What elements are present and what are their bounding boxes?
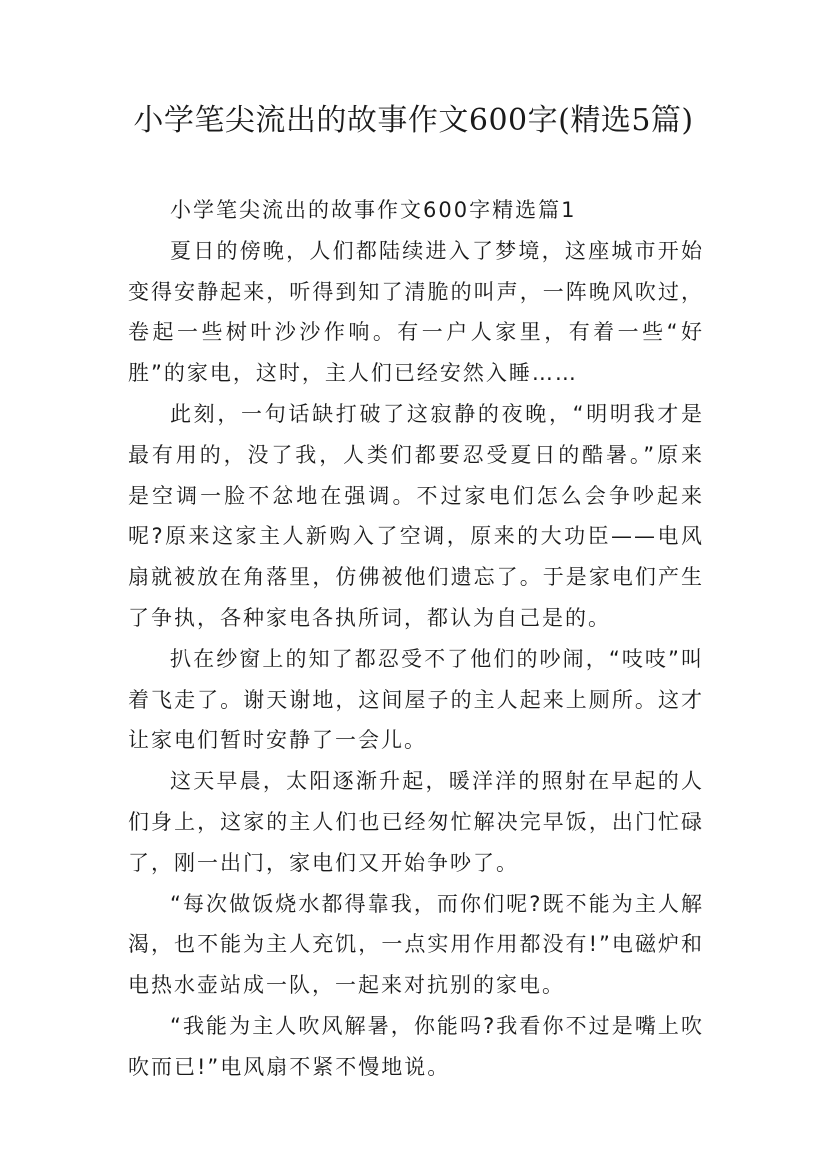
paragraph: 此刻，一句话缺打破了这寂静的夜晚，“明明我才是最有用的，没了我，人类们都要忍受夏日的酷暑。”原来是空调一脸不忿地在强调。不过家电们怎么会争吵起来呢?原来这家主人新购入了空调，原来的大功臣——电风扇就被放在角落里，仿佛被他们遗忘了。于是家电们产生了争执，各种家电各执所词，都认为自己是的。 (128, 401, 704, 630)
paragraph: 扒在纱窗上的知了都忍受不了他们的吵闹，“吱吱”叫着飞走了。谢天谢地，这间屋子的主人起来上厕所。这才让家电们暂时安静了一会儿。 (128, 646, 704, 753)
paragraph: 夏日的傍晚，人们都陆续进入了梦境，这座城市开始变得安静起来，听得到知了清脆的叫声，一阵晚风吹过，卷起一些树叶沙沙作响。有一户人家里，有着一些“好胜”的家电，这时，主人们已经安然入睡…… (128, 238, 704, 386)
document-body (128, 190, 704, 1088)
paragraph: “每次做饭烧水都得靠我，而你们呢?既不能为主人解渴，也不能为主人充饥，一点实用作用都没有!”电磁炉和电热水壶站成一队，一起来对抗别的家电。 (128, 891, 704, 998)
section-heading: 小学笔尖流出的故事作文600字精选篇1 (170, 198, 577, 222)
paragraph: 这天早晨，太阳逐渐升起，暖洋洋的照射在早起的人们身上，这家的主人们也已经匆忙解决完早饭，出门忙碌了，刚一出门，家电们又开始争吵了。 (128, 769, 704, 875)
document-title: 小学笔尖流出的故事作文600字(精选5篇) (133, 103, 694, 138)
paragraph: “我能为主人吹风解暑，你能吗?我看你不过是嘴上吹吹而已!”电风扇不紧不慢地说。 (128, 1013, 704, 1079)
